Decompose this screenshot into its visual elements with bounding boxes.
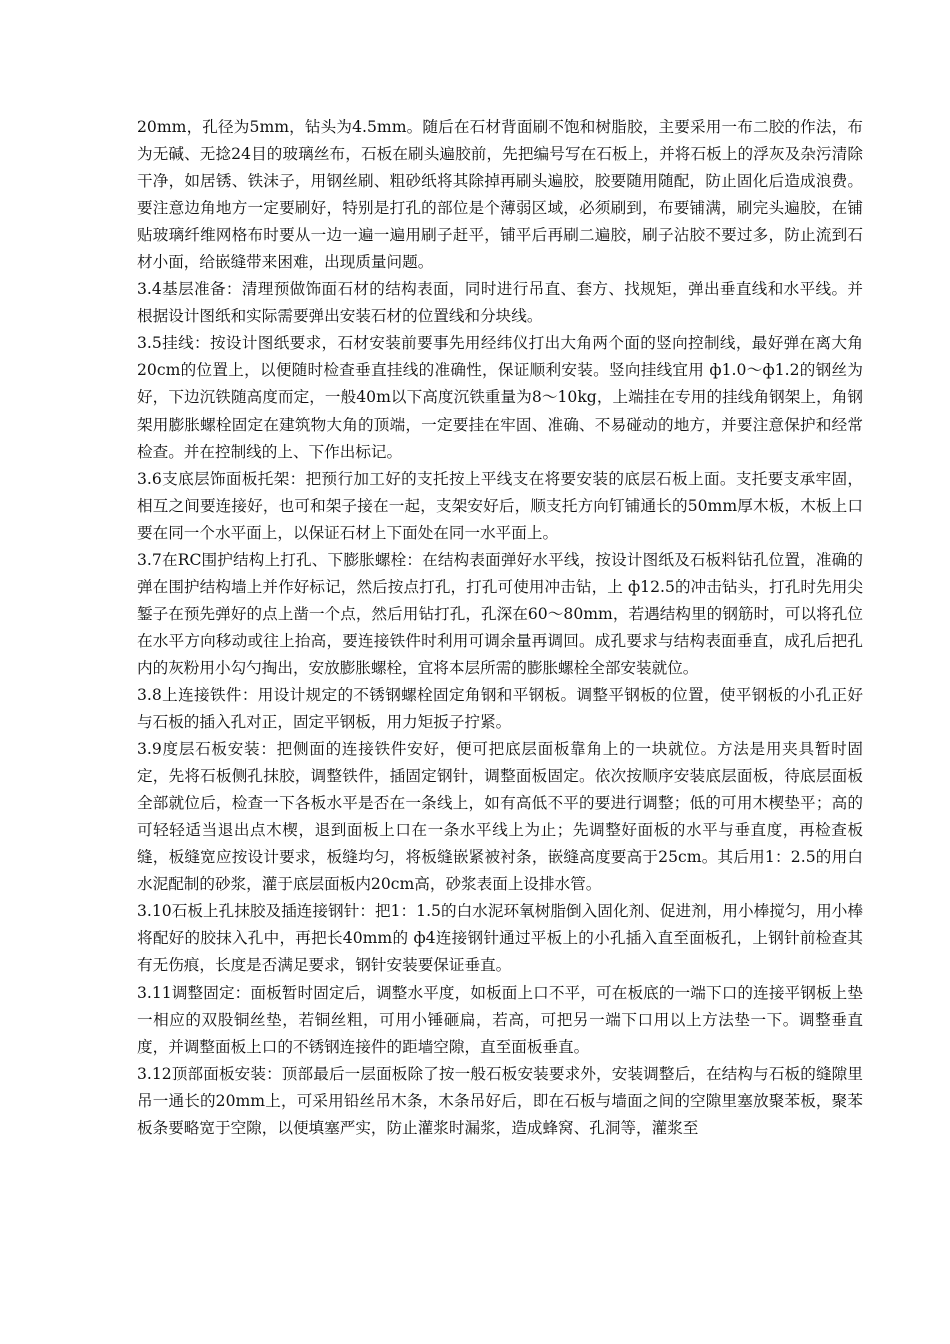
document-body bbox=[137, 114, 863, 1142]
paragraph-3-5-hanging-lines: 3.5挂线：按设计图纸要求，石材安装前要事先用经纬仪打出大角两个面的竖向控制线，最好弹在离大角20cm的位置上，以便随时检查垂直挂线的准确性，保证顺利安装。竖向挂线宜用 ф1.0～ф1.2的钢丝为好，下边沉铁随高度而定，一般40m以下高度沉铁重量为8～10kg，上端挂在专用的挂线角钢架上，角钢架用膨胀螺栓固定在建筑物大角的顶端，一定要挂在牢固、准确、不易碰动的地方，并要注意保护和经常检查。并在控制线的上、下作出标记。 bbox=[137, 334, 863, 461]
paragraph-3-9-bottom-slab-install: 3.9度层石板安装：把侧面的连接铁件安好，便可把底层面板靠角上的一块就位。方法是用夹具暂时固定，先将石板侧孔抹胶，调整铁件，插固定钢针，调整面板固定。依次按顺序安装底层面板，待底层面板全部就位后，检查一下各板水平是否在一条线上，如有高低不平的要进行调整；低的可用木楔垫平；高的可轻轻适当退出点木楔，退到面板上口在一条水平线上为止；先调整好面板的水平与垂直度，再检查板缝，板缝宽应按设计要求，板缝均匀，将板缝嵌紧被衬条，嵌缝高度要高于25cm。其后用1：2.5的用白水泥配制的砂浆，灌于底层面板内20cm高，砂浆表面上设排水管。 bbox=[137, 740, 863, 894]
paragraph-drilling-and-resin: 20mm，孔径为5mm，钻头为4.5mm。随后在石材背面刷不饱和树脂胶，主要采用一布二胶的作法，布为无碱、无捻24目的玻璃丝布，石板在刷头遍胶前，先把编号写在石板上，并将石板上的浮灰及杂污清除干净，如居锈、铁沫子，用钢丝刷、粗砂纸将其除掉再刷头遍胶，胶要随用随配，防止固化后造成浪费。要注意边角地方一定要刷好，特别是打孔的部位是个薄弱区域，必须刷到，布要铺满，刷完头遍胶，在铺贴玻璃纤维网格布时要从一边一遍一遍用刷子赶平，铺平后再刷二遍胶，刷子沾胶不要过多，防止流到石材小面，给嵌缝带来困难，出现质量问题。 bbox=[137, 118, 863, 272]
paragraph-3-4-base-preparation: 3.4基层准备：清理预做饰面石材的结构表面，同时进行吊直、套方、找规矩，弹出垂直线和水平线。并根据设计图纸和实际需要弹出安装石材的位置线和分块线。 bbox=[137, 280, 863, 326]
paragraph-3-11-adjust-fix: 3.11调整固定：面板暂时固定后，调整水平度，如板面上口不平，可在板底的一端下口的连接平钢板上垫一相应的双股铜丝垫，若铜丝粗，可用小锤砸扁，若高，可把另一端下口用以上方法垫一下。调整垂直度，并调整面板上口的不锈钢连接件的距墙空隙，直至面板垂直。 bbox=[137, 983, 863, 1056]
paragraph-3-10-glue-and-pins: 3.10石板上孔抹胶及插连接钢针：把1：1.5的白水泥环氧树脂倒入固化剂、促进剂，用小棒搅匀，用小棒将配好的胶抹入孔中，再把长40mm的 ф4连接钢针通过平板上的小孔插入直至面板孔，上钢针前检查其有无伤痕，长度是否满足要求，钢针安装要保证垂直。 bbox=[137, 902, 863, 975]
paragraph-3-6-bottom-support: 3.6支底层饰面板托架：把预行加工好的支托按上平线支在将要安装的底层石板上面。支托要支承牢固，相互之间要连接好，也可和架子接在一起，支架安好后，顺支托方向钉铺通长的50mm厚木板，木板上口要在同一个水平面上，以保证石材上下面处在同一水平面上。 bbox=[137, 469, 863, 542]
paragraph-3-12-top-panel-install: 3.12顶部面板安装：顶部最后一层面板除了按一般石板安装要求外，安装调整后，在结构与石板的缝隙里吊一通长的20mm上，可采用铅丝吊木条，木条吊好后，即在石板与墙面之间的空隙里塞放聚苯板，聚苯板条要略宽于空隙，以便填塞严实，防止灌浆时漏浆，造成蜂窝、孔洞等，灌浆至 bbox=[137, 1064, 863, 1137]
paragraph-3-7-expansion-bolts: 3.7在RC围护结构上打孔、下膨胀螺栓：在结构表面弹好水平线，按设计图纸及石板料钻孔位置，准确的弹在围护结构墙上并作好标记，然后按点打孔，打孔可使用冲击钻，上 ф12.5的冲击钻头，打孔时先用尖錾子在预先弹好的点上凿一个点，然后用钻打孔，孔深在60～80mm，若遇结构里的钢筋时，可以将孔位在水平方向移动或往上抬高，要连接铁件时利用可调余量再调回。成孔要求与结构表面垂直，成孔后把孔内的灰粉用小勾勺掏出，安放膨胀螺栓，宜将本层所需的膨胀螺栓全部安装就位。 bbox=[137, 550, 863, 677]
paragraph-3-8-connecting-iron: 3.8上连接铁件：用设计规定的不锈钢螺栓固定角钢和平钢板。调整平钢板的位置，使平钢板的小孔正好与石板的插入孔对正，固定平钢板，用力矩扳子拧紧。 bbox=[137, 685, 863, 732]
